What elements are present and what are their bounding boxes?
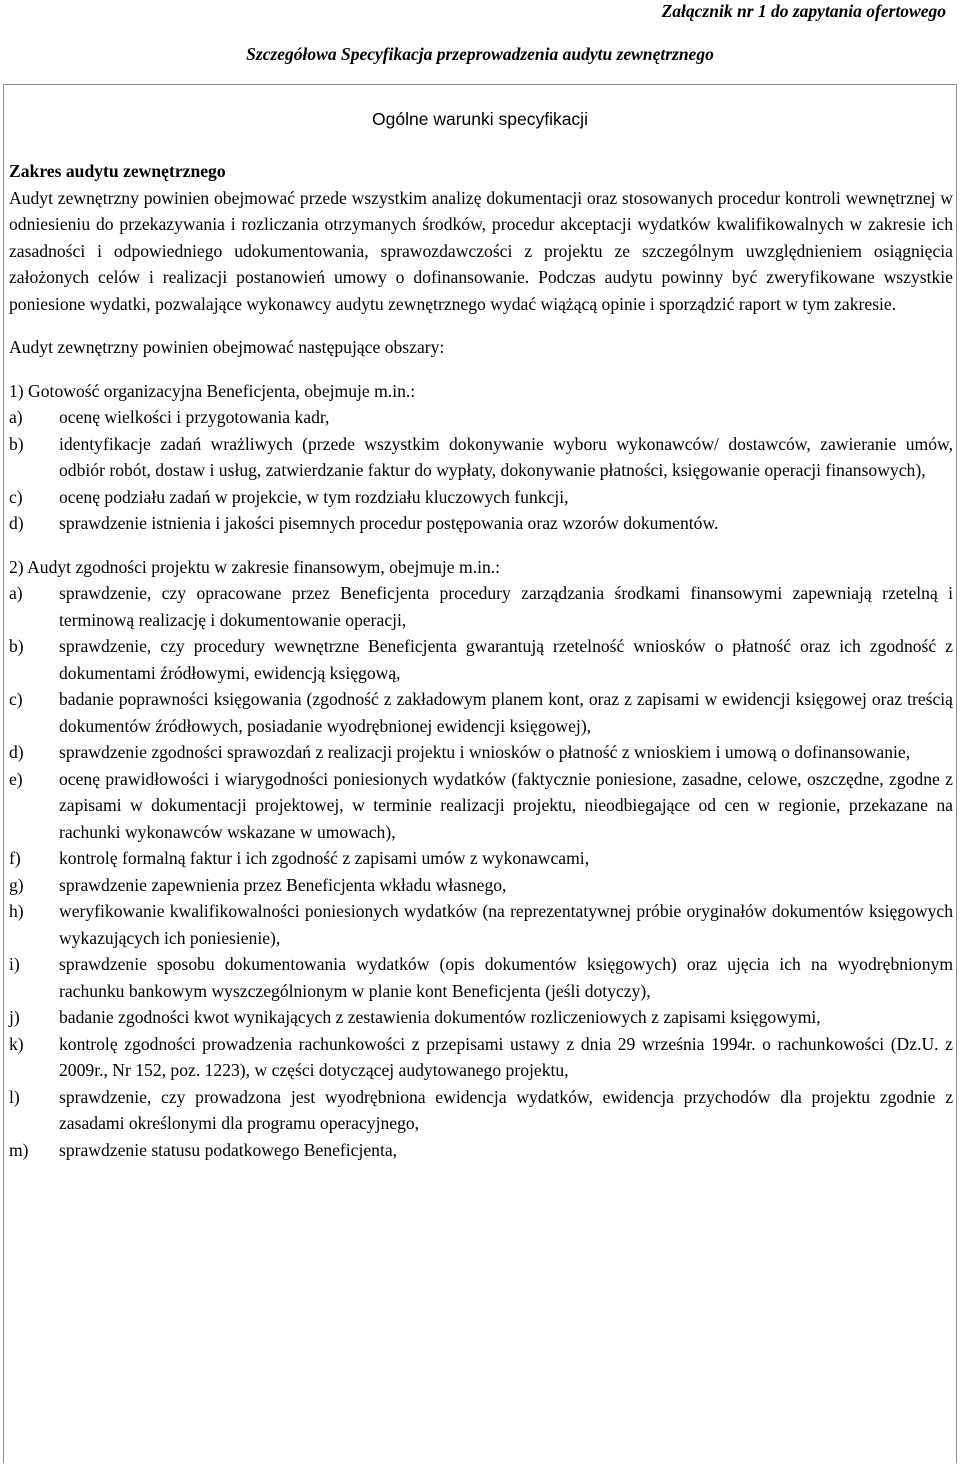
list-item: m) sprawdzenie statusu podatkowego Beneficjenta, xyxy=(9,1139,398,1160)
scope-intro: Audyt zewnętrzny powinien obejmować następujące obszary: xyxy=(9,337,445,357)
specification-title: Szczegółowa Specyfikacja przeprowadzenia audytu zewnętrznego xyxy=(246,44,714,64)
list-item: f) kontrolę formalną faktur i ich zgodność z zapisami umów z wykonawcami, xyxy=(9,848,590,868)
section1-list xyxy=(9,404,953,537)
list-item: e) ocenę prawidłowości i wiarygodności poniesionych wydatków (faktycznie poniesione, zasadne, celowe, oszczędne, zgodne z zapisami w dokumentacji projektowej, w terminie realizacji projektu, nieodbiegające od cen w regionie, przekazane na rachunki wykonawców wskazane w umowach), xyxy=(9,768,953,842)
list-item: h) weryfikowanie kwalifikowalności poniesionych wydatków (na reprezentatywnej próbie oryginałów dokumentów księgowych wykazujących ich poniesienie), xyxy=(9,901,953,948)
document-body xyxy=(9,158,953,1163)
list-item: b) identyfikacje zadań wrażliwych (przede wszystkim dokonywanie wyboru wykonawców/ dostawców, zawieranie umów, odbiór robót, dostaw i usług, zatwierdzanie faktur do wypłaty, dokonywanie płatności, księgowanie operacji finansowych), xyxy=(9,433,953,480)
list-item: d) sprawdzenie istnienia i jakości pisemnych procedur postępowania oraz wzorów dokumentów. xyxy=(9,513,719,533)
list-item: i) sprawdzenie sposobu dokumentowania wydatków (opis dokumentów księgowych) oraz ujęcia ich na wyodrębnionym rachunku bankowym wyszczególnionym w planie kont Beneficjenta (jeśli dotyczy), xyxy=(9,954,953,1001)
list-item: d) sprawdzenie zgodności sprawozdań z realizacji projektu i wniosków o płatność z wnioskiem i umową o dofinansowanie, xyxy=(9,742,911,762)
section2-list xyxy=(9,580,953,1163)
list-item: k) kontrolę zgodności prowadzenia rachunkowości z przepisami ustawy z dnia 29 września 1994r. o rachunkowości (Dz.U. z 2009r., Nr 152, poz. 1223), w części dotyczącej audytowanego projektu, xyxy=(9,1033,953,1080)
section-heading: Ogólne warunki specyfikacji xyxy=(372,109,588,129)
section2-title: 2) Audyt zgodności projektu w zakresie finansowym, obejmuje m.in.: xyxy=(9,556,501,577)
list-item: j) badanie zgodności kwot wynikających z zestawienia dokumentów rozliczeniowych z zapisami księgowymi, xyxy=(9,1007,821,1027)
list-item: a) ocenę wielkości i przygotowania kadr, xyxy=(9,407,330,427)
section1-title: 1) Gotowość organizacyjna Beneficjenta, obejmuje m.in.: xyxy=(9,380,416,401)
list-item: c) ocenę podziału zadań w projekcie, w tym rozdziału kluczowych funkcji, xyxy=(9,486,569,507)
scope-paragraph: Audyt zewnętrzny powinien obejmować przede wszystkim analizę dokumentacji oraz stosowanych procedur kontroli wewnętrznej w odniesieniu do przekazywania i rozliczania otrzymanych środków, procedur akceptacji wydatków kwalifikowalnych w zakresie ich zasadności i odpowiedniego udokumentowania, sprawozdawczości z projektu ze szczególnym uwzględnieniem osiągnięcia założonych celów i realizacji postanowień umowy o dofinansowanie. Podczas audytu powinny być zweryfikowane wszystkie poniesione wydatki, pozwalające wykonawcy audytu zewnętrznego wydać wiążącą opinie i sporządzić raport w tym zakresie. xyxy=(9,187,953,314)
scope-heading: Zakres audytu zewnętrznego xyxy=(9,161,226,181)
list-item: c) badanie poprawności księgowania (zgodność z zakładowym planem kont, oraz z zapisami w ewidencji księgowej oraz treścią dokumentów źródłowych, posiadanie wyodrębnionej ewidencji księgowej), xyxy=(9,689,953,736)
list-item: b) sprawdzenie, czy procedury wewnętrzne Beneficjenta gwarantują rzetelność wniosków o płatność oraz ich zgodność z dokumentami źródłowymi, ewidencją księgową, xyxy=(9,636,953,683)
attachment-label: Załącznik nr 1 do zapytania ofertowego xyxy=(661,1,946,21)
list-item: a) sprawdzenie, czy opracowane przez Beneficjenta procedury zarządzania środkami finansowymi zapewniają rzetelną i terminową realizację i dokumentowanie operacji, xyxy=(9,583,953,630)
list-item: l) sprawdzenie, czy prowadzona jest wyodrębniona ewidencja wydatków, ewidencja przychodów dla projektu zgodnie z zasadami określonymi dla programu operacyjnego, xyxy=(9,1086,953,1133)
list-item: g) sprawdzenie zapewnienia przez Beneficjenta wkładu własnego, xyxy=(9,874,507,895)
